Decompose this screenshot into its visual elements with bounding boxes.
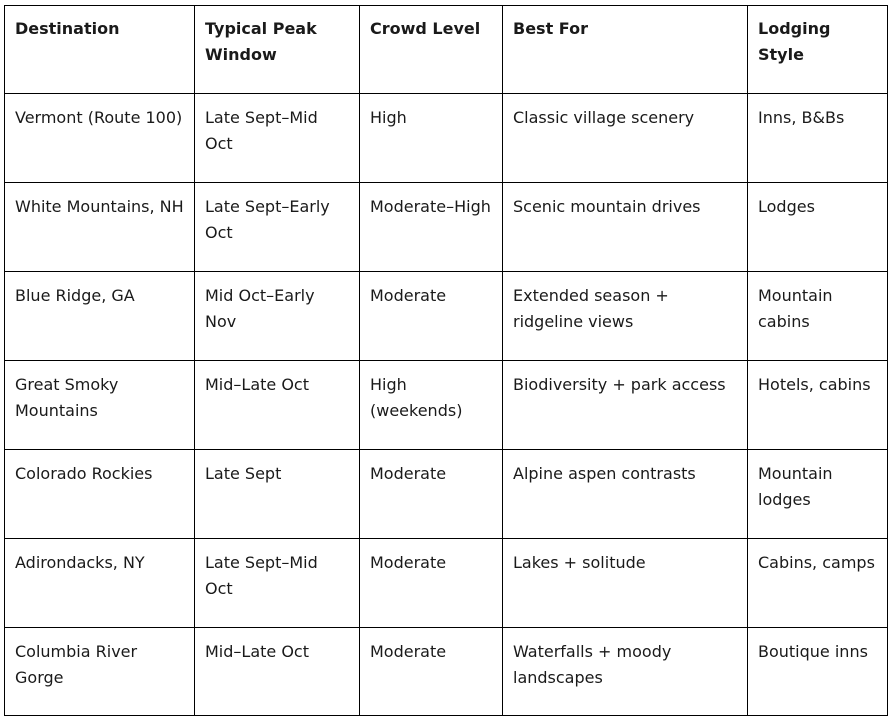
cell-lodging-style: Inns, B&Bs [748, 94, 888, 183]
table-row [5, 94, 888, 183]
table-row [5, 183, 888, 272]
cell-lodging-style: Cabins, camps [748, 539, 888, 628]
cell-destination: Vermont (Route 100) [5, 94, 195, 183]
table-row [5, 628, 888, 716]
header-lodging-style: Lodging Style [748, 6, 888, 94]
cell-peak-window: Late Sept–Mid Oct [195, 94, 360, 183]
cell-peak-window: Late Sept–Early Oct [195, 183, 360, 272]
header-crowd-level: Crowd Level [360, 6, 503, 94]
table-header-row [5, 6, 888, 94]
destinations-table [4, 5, 888, 716]
cell-crowd-level: High [360, 94, 503, 183]
header-typical-peak-window: Typical Peak Window [195, 6, 360, 94]
cell-destination: Colorado Rockies [5, 450, 195, 539]
cell-lodging-style: Lodges [748, 183, 888, 272]
cell-crowd-level: High (weekends) [360, 361, 503, 450]
cell-best-for: Biodiversity + park access [503, 361, 748, 450]
cell-crowd-level: Moderate [360, 539, 503, 628]
cell-destination: Great Smoky Mountains [5, 361, 195, 450]
cell-best-for: Lakes + solitude [503, 539, 748, 628]
cell-destination: Adirondacks, NY [5, 539, 195, 628]
cell-peak-window: Late Sept–Mid Oct [195, 539, 360, 628]
cell-crowd-level: Moderate [360, 450, 503, 539]
cell-best-for: Extended season + ridgeline views [503, 272, 748, 361]
cell-peak-window: Late Sept [195, 450, 360, 539]
cell-lodging-style: Mountain lodges [748, 450, 888, 539]
cell-destination: Blue Ridge, GA [5, 272, 195, 361]
cell-peak-window: Mid Oct–Early Nov [195, 272, 360, 361]
table-row [5, 361, 888, 450]
cell-destination: White Mountains, NH [5, 183, 195, 272]
cell-peak-window: Mid–Late Oct [195, 361, 360, 450]
cell-best-for: Classic village scenery [503, 94, 748, 183]
header-destination: Destination [5, 6, 195, 94]
cell-destination: Columbia River Gorge [5, 628, 195, 716]
cell-best-for: Waterfalls + moody landscapes [503, 628, 748, 716]
cell-lodging-style: Hotels, cabins [748, 361, 888, 450]
cell-best-for: Scenic mountain drives [503, 183, 748, 272]
table-row [5, 539, 888, 628]
cell-lodging-style: Mountain cabins [748, 272, 888, 361]
table-row [5, 272, 888, 361]
cell-best-for: Alpine aspen contrasts [503, 450, 748, 539]
header-best-for: Best For [503, 6, 748, 94]
cell-crowd-level: Moderate–High [360, 183, 503, 272]
cell-peak-window: Mid–Late Oct [195, 628, 360, 716]
cell-lodging-style: Boutique inns [748, 628, 888, 716]
table-row [5, 450, 888, 539]
cell-crowd-level: Moderate [360, 628, 503, 716]
cell-crowd-level: Moderate [360, 272, 503, 361]
